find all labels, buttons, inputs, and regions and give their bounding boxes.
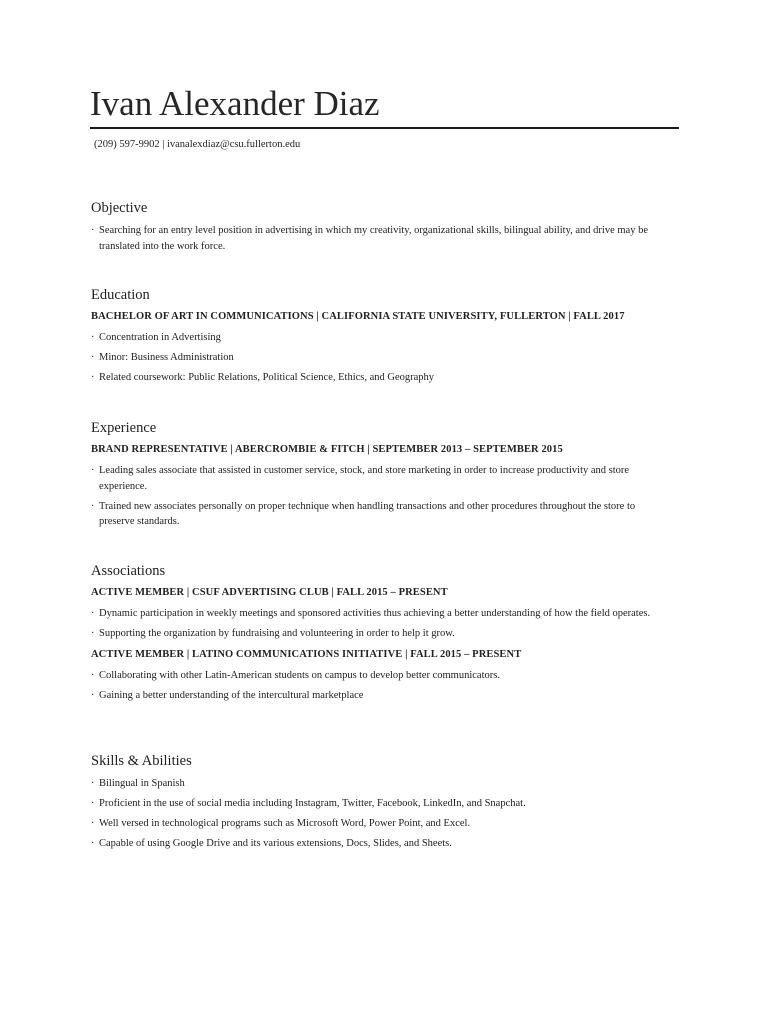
bullet-icon: ·: [91, 332, 95, 343]
list-item-text: Collaborating with other Latin-American students on campus to develop better communicators.: [99, 669, 500, 681]
list-item: [91, 499, 671, 530]
list-item: [91, 836, 671, 852]
section-heading-skills: Skills & Abilities: [91, 753, 192, 769]
list-item: [91, 688, 671, 704]
entry-title: BRAND REPRESENTATIVE | ABERCROMBIE & FITCH | SEPTEMBER 2013 – SEPTEMBER 2015: [91, 444, 563, 455]
list-item: [91, 370, 671, 386]
list-item: [91, 626, 671, 642]
contact-info: (209) 597-9902 | ivanalexdiaz@csu.fullerton.edu: [94, 139, 301, 150]
list-item-text: Well versed in technological programs such as Microsoft Word, Power Point, and Excel.: [99, 818, 471, 829]
section-heading-objective: Objective: [91, 200, 148, 216]
list-item: [91, 330, 671, 346]
list-item-text: Gaining a better understanding of the intercultural marketplace: [99, 689, 364, 701]
bullet-icon: ·: [91, 352, 95, 363]
list-item-text: Bilingual in Spanish: [99, 778, 185, 789]
list-item-text: Capable of using Google Drive and its various extensions, Docs, Slides, and Sheets.: [99, 838, 452, 849]
list-item-text: Proficient in the use of social media including Instagram, Twitter, Facebook, LinkedIn, and Snapchat.: [99, 798, 526, 809]
bullet-icon: ·: [91, 669, 95, 681]
bullet-icon: ·: [91, 628, 95, 639]
skills-list: [91, 776, 671, 852]
list-item: [91, 463, 671, 494]
bullet-icon: ·: [91, 818, 95, 829]
entry-title: ACTIVE MEMBER | LATINO COMMUNICATIONS INITIATIVE | FALL 2015 – PRESENT: [91, 648, 522, 660]
list-item-text: Minor: Business Administration: [99, 352, 234, 363]
bullet-icon: ·: [91, 465, 95, 476]
list-item-text: Concentration in Advertising: [99, 332, 221, 343]
section-heading-associations: Associations: [91, 563, 166, 579]
section-heading-education: Education: [91, 287, 150, 303]
entry-title: BACHELOR OF ART IN COMMUNICATIONS | CALIFORNIA STATE UNIVERSITY, FULLERTON | FALL 2017: [91, 311, 625, 322]
bullet-icon: ·: [91, 778, 95, 789]
section-heading-experience: Experience: [91, 420, 157, 436]
bullet-icon: ·: [91, 500, 95, 512]
list-item: [91, 816, 671, 832]
section-associations: [91, 562, 671, 709]
list-item: [91, 223, 671, 254]
list-item: [91, 606, 671, 622]
list-item: [91, 350, 671, 366]
resume-name: Ivan Alexander Diaz: [90, 84, 380, 123]
entry-title: ACTIVE MEMBER | CSUF ADVERTISING CLUB | FALL 2015 – PRESENT: [91, 587, 448, 598]
section-education: [91, 286, 671, 392]
experience-list: [91, 463, 671, 530]
bullet-icon: ·: [91, 838, 95, 849]
bullet-icon: ·: [91, 608, 95, 619]
list-item-text: Related coursework: Public Relations, Political Science, Ethics, and Geography: [99, 372, 435, 383]
list-item-text: Dynamic participation in weekly meetings and sponsored activities thus achieving a better understanding of how the field operates.: [99, 608, 651, 619]
list-item: [91, 796, 671, 812]
education-list: [91, 330, 671, 386]
bullet-icon: ·: [91, 798, 95, 809]
list-item: [91, 776, 671, 792]
section-skills: [91, 752, 671, 858]
bullet-icon: ·: [91, 372, 95, 383]
section-experience: [91, 419, 671, 536]
list-item-text: Trained new associates personally on proper technique when handling transactions and other procedures throughout the store to preserve standards.: [99, 500, 636, 527]
associations-list: [91, 668, 671, 704]
associations-list: [91, 606, 671, 642]
bullet-icon: ·: [91, 225, 95, 236]
list-item-text: Searching for an entry level position in advertising in which my creativity, organizational skills, bilingual ability, and drive may be translated into the work force.: [99, 225, 648, 252]
list-item-text: Leading sales associate that assisted in customer service, stock, and store marketing in order to increase productivity and store experience.: [99, 465, 630, 492]
list-item-text: Supporting the organization by fundraising and volunteering in order to help it grow.: [99, 628, 455, 639]
name-divider: [90, 127, 679, 129]
list-item: [91, 668, 671, 684]
section-objective: [91, 199, 671, 260]
objective-list: [91, 223, 671, 254]
bullet-icon: ·: [91, 689, 95, 701]
